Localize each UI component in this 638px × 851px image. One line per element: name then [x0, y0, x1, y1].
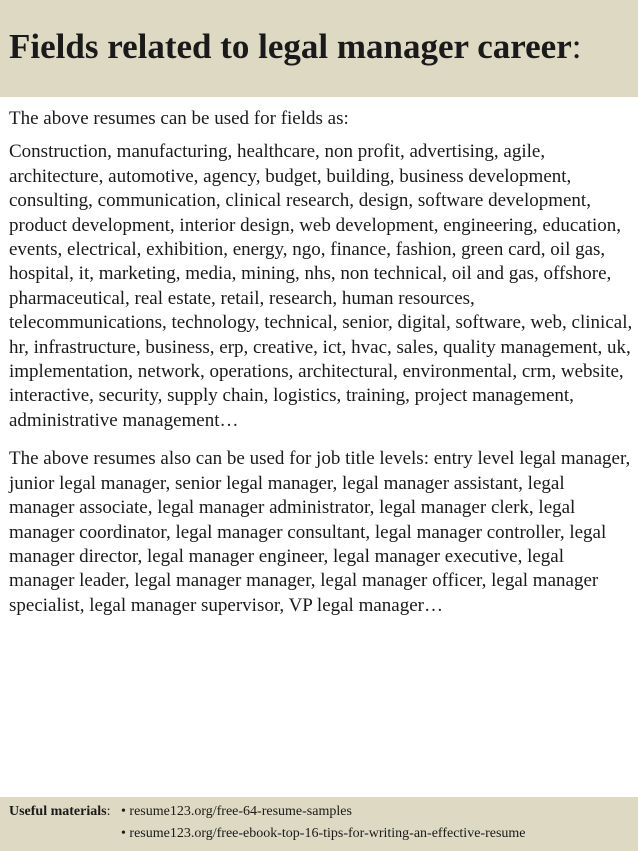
footer-band	[0, 797, 638, 851]
main-content	[9, 107, 633, 618]
fields-list-text: Construction, manufacturing, healthcare, non profit, advertising, agile, architecture, automotive, agency, budget, building, business development, consulting, communication, clinical research, design, software development, product development, interior design, web development, engineering, education, events, electrical, exhibition, energy, ngo, finance, fashion, green card, oil gas, hospital, it, marketing, media, mining, nhs, non technical, oil and gas, offshore, pharmaceutical, real estate, retail, research, human resources, telecommunications, technology, technical, senior, digital, software, web, clinical, hr, infrastructure, business, erp, creative, ict, hvac, sales, quality management, uk, implementation, network, operations, architectural, environmental, crm, website, interactive, security, supply chain, logistics, training, project management, administrative management…	[9, 141, 633, 431]
page-title-text: Fields related to legal manager career	[9, 27, 572, 66]
job-levels-text: The above resumes also can be used for job title levels: entry level legal manager, junior legal manager, senior legal manager, legal manager assistant, legal manager associate, legal manager administrator, legal manager clerk, legal manager coordinator, legal manager consultant, legal manager controller, legal manager director, legal manager engineer, legal manager executive, legal manager leader, legal manager manager, legal manager officer, legal manager specialist, legal manager supervisor, VP legal manager…	[9, 448, 631, 616]
header-band	[0, 0, 638, 97]
useful-materials-label-colon: :	[106, 804, 111, 819]
page-title-colon: :	[571, 27, 582, 66]
resource-link-resume-samples[interactable]: • resume123.org/free-64-resume-samples	[121, 804, 352, 819]
resource-link-ebook-tips[interactable]: • resume123.org/free-ebook-top-16-tips-for-writing-an-effective-resume	[121, 826, 526, 841]
page-title	[9, 24, 582, 70]
useful-materials-label-text: Useful materials	[9, 804, 107, 819]
useful-materials-label	[9, 801, 110, 823]
intro-text: The above resumes can be used for fields as:	[9, 108, 349, 129]
